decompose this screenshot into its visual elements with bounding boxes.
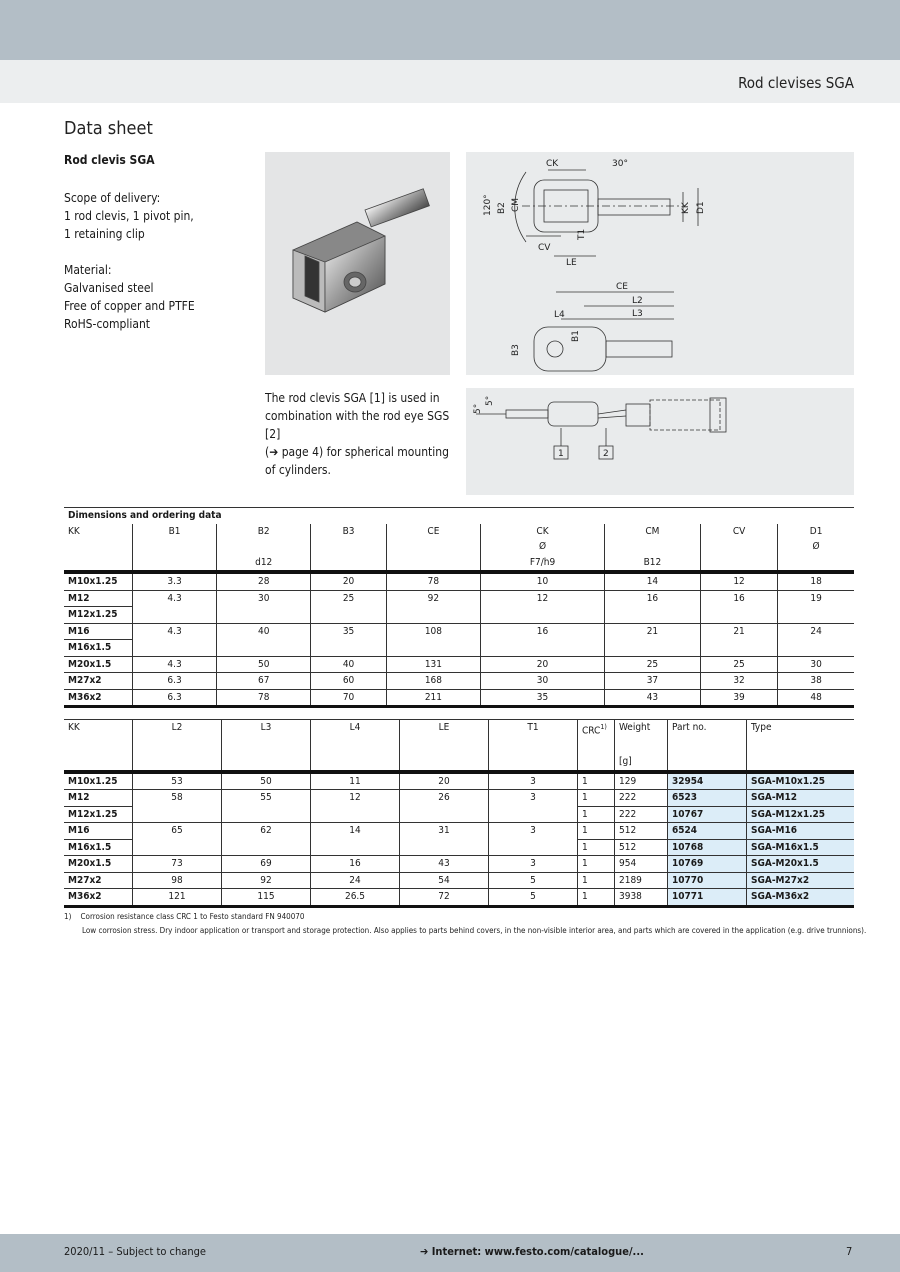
table-cell: 3938 xyxy=(615,889,668,907)
table-cell: 1 xyxy=(578,806,615,823)
table-cell: 4.3 xyxy=(133,623,217,640)
table-cell: 43 xyxy=(400,856,489,873)
product-heading: Rod clevis SGA xyxy=(64,153,155,167)
table-cell: 10767 xyxy=(668,806,747,823)
table-cell xyxy=(489,806,578,823)
dim-label: B1 xyxy=(571,330,581,342)
table-cell: 69 xyxy=(222,856,311,873)
dim-label: B2 xyxy=(497,202,507,214)
col-header: L2 xyxy=(133,720,222,755)
table-cell: M20x1.5 xyxy=(64,656,133,673)
table-cell: SGA-M27x2 xyxy=(747,872,855,889)
table-cell xyxy=(133,839,222,856)
table-cell: M12x1.25 xyxy=(64,806,133,823)
table-cell: 28 xyxy=(217,572,311,590)
dim-label: 120° xyxy=(483,194,493,216)
dim-label: 5° xyxy=(473,403,483,414)
table-cell: 16 xyxy=(700,590,777,607)
table-cell: 35 xyxy=(481,689,605,707)
table-cell: 24 xyxy=(311,872,400,889)
table-cell: 168 xyxy=(386,673,480,690)
table-row xyxy=(64,872,854,889)
product-photo xyxy=(265,152,450,375)
table-cell: 3 xyxy=(489,790,578,807)
col-tolerance: F7/h9 xyxy=(481,555,605,573)
dim-label: L4 xyxy=(554,310,565,320)
table-cell: SGA-M16 xyxy=(747,823,855,840)
col-header: CM xyxy=(604,524,700,540)
table-cell: 26.5 xyxy=(311,889,400,907)
table-cell: 26 xyxy=(400,790,489,807)
section-header xyxy=(0,60,900,103)
page-number: 7 xyxy=(846,1245,853,1258)
table-cell: 24 xyxy=(778,623,854,640)
table-cell xyxy=(386,640,480,657)
table-cell: 38 xyxy=(778,673,854,690)
table-cell xyxy=(481,640,605,657)
col-header: Part no. xyxy=(668,720,747,755)
table-row xyxy=(64,572,854,590)
table-cell: 6.3 xyxy=(133,673,217,690)
table-cell: 65 xyxy=(133,823,222,840)
table-cell: 3.3 xyxy=(133,572,217,590)
footnote-number: 1) xyxy=(64,912,72,921)
table-cell: 50 xyxy=(222,772,311,790)
table-row xyxy=(64,856,854,873)
table-cell: 129 xyxy=(615,772,668,790)
table-cell: 31 xyxy=(400,823,489,840)
table-cell: 512 xyxy=(615,839,668,856)
table-cell: 16 xyxy=(604,590,700,607)
dim-label: D1 xyxy=(696,201,706,214)
table-cell: M10x1.25 xyxy=(64,772,133,790)
dim-label: L2 xyxy=(632,296,643,306)
material-label: Material: xyxy=(64,263,112,277)
col-header: B1 xyxy=(133,524,217,540)
table-cell: 1 xyxy=(578,839,615,856)
dim-label: CV xyxy=(538,243,551,253)
caption-line: (➔ page 4) for spherical mounting xyxy=(265,445,449,459)
table-cell: 32 xyxy=(700,673,777,690)
col-header: CK xyxy=(481,524,605,540)
material-line: Free of copper and PTFE xyxy=(64,299,195,313)
col-header: L4 xyxy=(311,720,400,755)
scope-line: 1 retaining clip xyxy=(64,227,145,241)
table-row xyxy=(64,839,854,856)
table-cell: 25 xyxy=(311,590,386,607)
table-cell xyxy=(133,640,217,657)
table-row xyxy=(64,673,854,690)
table-cell: M20x1.5 xyxy=(64,856,133,873)
table-cell: 20 xyxy=(481,656,605,673)
table-cell: 21 xyxy=(604,623,700,640)
table-cell: M27x2 xyxy=(64,872,133,889)
table-cell: 21 xyxy=(700,623,777,640)
table-cell: SGA-M16x1.5 xyxy=(747,839,855,856)
col-header: B2 xyxy=(217,524,311,540)
table-cell: 4.3 xyxy=(133,656,217,673)
footnote-line xyxy=(64,912,304,921)
col-header: D1 xyxy=(778,524,854,540)
table-cell xyxy=(778,607,854,624)
dim-label: 5° xyxy=(485,395,495,406)
table-cell: 58 xyxy=(133,790,222,807)
table-cell: 1 xyxy=(578,823,615,840)
table-cell xyxy=(481,607,605,624)
table-cell: 37 xyxy=(604,673,700,690)
table-row xyxy=(64,590,854,607)
table-cell: 40 xyxy=(217,623,311,640)
table-row xyxy=(64,806,854,823)
table-cell: 16 xyxy=(311,856,400,873)
table-cell: 6524 xyxy=(668,823,747,840)
table-row xyxy=(64,772,854,790)
dim-label: L3 xyxy=(632,309,643,319)
dim-label: 30° xyxy=(612,159,628,169)
table-cell: 4.3 xyxy=(133,590,217,607)
ref-label: 2 xyxy=(603,449,609,459)
table-cell: 48 xyxy=(778,689,854,707)
table-cell: 60 xyxy=(311,673,386,690)
table-cell: M16 xyxy=(64,623,133,640)
table-cell: 211 xyxy=(386,689,480,707)
table-cell: 25 xyxy=(604,656,700,673)
table-cell: 18 xyxy=(778,572,854,590)
table-cell: 70 xyxy=(311,689,386,707)
table-cell: 16 xyxy=(481,623,605,640)
table-cell: 121 xyxy=(133,889,222,907)
dim-label: LE xyxy=(566,258,577,268)
caption-line: of cylinders. xyxy=(265,463,331,477)
footer-date: 2020/11 – Subject to change xyxy=(64,1245,206,1258)
table-cell: 35 xyxy=(311,623,386,640)
col-header: B3 xyxy=(311,524,386,540)
table-cell: 25 xyxy=(700,656,777,673)
table-cell: 1 xyxy=(578,772,615,790)
table-cell: 12 xyxy=(481,590,605,607)
col-header: KK xyxy=(68,525,80,537)
col-tolerance: d12 xyxy=(217,555,311,573)
table-cell: 92 xyxy=(222,872,311,889)
table-cell xyxy=(133,806,222,823)
table-cell: 1 xyxy=(578,889,615,907)
table-cell: 131 xyxy=(386,656,480,673)
assembly-drawing xyxy=(466,388,854,495)
col-header: CV xyxy=(700,524,777,540)
table-cell: 5 xyxy=(489,872,578,889)
table-cell xyxy=(217,640,311,657)
col-unit: [g] xyxy=(615,754,668,772)
table-cell: SGA-M36x2 xyxy=(747,889,855,907)
table-cell xyxy=(778,640,854,657)
table-row xyxy=(64,790,854,807)
top-banner xyxy=(0,0,900,60)
table-cell xyxy=(400,839,489,856)
table-cell xyxy=(311,607,386,624)
col-header: CE xyxy=(386,524,480,540)
table-cell: SGA-M10x1.25 xyxy=(747,772,855,790)
dimensions-table xyxy=(64,507,854,708)
table-cell: 3 xyxy=(489,823,578,840)
table-cell: 1 xyxy=(578,790,615,807)
col-header: LE xyxy=(400,720,489,755)
table-cell: 5 xyxy=(489,889,578,907)
table-cell xyxy=(222,806,311,823)
table-row xyxy=(64,607,854,624)
page-footer xyxy=(0,1234,900,1272)
table-cell xyxy=(604,607,700,624)
table-cell: 108 xyxy=(386,623,480,640)
col-header: T1 xyxy=(489,720,578,755)
ref-label: 1 xyxy=(558,449,564,459)
table-cell: 6523 xyxy=(668,790,747,807)
table-cell xyxy=(222,839,311,856)
col-header: Type xyxy=(747,720,855,755)
table-cell: 30 xyxy=(778,656,854,673)
table-cell: M16 xyxy=(64,823,133,840)
scope-label: Scope of delivery: xyxy=(64,191,161,205)
table-cell xyxy=(386,607,480,624)
table-cell: 54 xyxy=(400,872,489,889)
table-cell: 10770 xyxy=(668,872,747,889)
table-cell xyxy=(400,806,489,823)
table-title: Dimensions and ordering data xyxy=(68,510,222,521)
table-cell: M16x1.5 xyxy=(64,640,133,657)
table-cell xyxy=(311,839,400,856)
table-cell: M12 xyxy=(64,790,133,807)
table-cell: 2189 xyxy=(615,872,668,889)
table-cell xyxy=(311,640,386,657)
table-cell: 12 xyxy=(311,790,400,807)
caption-line: The rod clevis SGA [1] is used in xyxy=(265,391,440,405)
table-cell xyxy=(489,839,578,856)
dim-label: CE xyxy=(616,282,628,292)
table-cell: M12 xyxy=(64,590,133,607)
table-cell: 39 xyxy=(700,689,777,707)
scope-line: 1 rod clevis, 1 pivot pin, xyxy=(64,209,194,223)
col-header: KK xyxy=(68,722,80,733)
table-cell: SGA-M12 xyxy=(747,790,855,807)
col-symbol: Ø xyxy=(778,539,854,555)
dim-label: T1 xyxy=(577,228,587,240)
dimension-drawing xyxy=(466,152,854,375)
table-cell: M12x1.25 xyxy=(64,607,133,624)
usage-caption xyxy=(265,389,465,479)
table-cell: 115 xyxy=(222,889,311,907)
caption-line: combination with the rod eye SGS [2] xyxy=(265,409,450,441)
dim-label: KK xyxy=(681,202,691,214)
table-cell: 30 xyxy=(481,673,605,690)
table-cell xyxy=(217,607,311,624)
table-cell: 222 xyxy=(615,806,668,823)
page-title: Data sheet xyxy=(64,118,153,139)
material-line: RoHS-compliant xyxy=(64,317,151,331)
table-cell xyxy=(311,806,400,823)
table-cell: SGA-M20x1.5 xyxy=(747,856,855,873)
table-cell: 512 xyxy=(615,823,668,840)
table-cell: 1 xyxy=(578,872,615,889)
table-cell: 98 xyxy=(133,872,222,889)
table-cell: 67 xyxy=(217,673,311,690)
col-symbol: Ø xyxy=(481,539,605,555)
table-cell: 43 xyxy=(604,689,700,707)
col-header: Weight xyxy=(615,720,668,755)
footnote-detail: Low corrosion stress. Dry indoor application or transport and storage protection. Also applies to parts behind covers, in the non-visible interior area, and parts which are covered in the application (e.g. drive trunnions). xyxy=(82,926,867,935)
table-cell: M36x2 xyxy=(64,889,133,907)
table-cell xyxy=(133,607,217,624)
table-cell: M16x1.5 xyxy=(64,839,133,856)
dim-label: B3 xyxy=(511,344,521,356)
table-row xyxy=(64,689,854,707)
table-cell: 78 xyxy=(386,572,480,590)
table-cell: M36x2 xyxy=(64,689,133,707)
table-cell: 14 xyxy=(311,823,400,840)
table-cell: 1 xyxy=(578,856,615,873)
table-cell: 73 xyxy=(133,856,222,873)
table-cell: 3 xyxy=(489,772,578,790)
section-title: Rod clevises SGA xyxy=(738,74,854,92)
table-cell: 10771 xyxy=(668,889,747,907)
table-row xyxy=(64,640,854,657)
table-cell: 10768 xyxy=(668,839,747,856)
table-cell: 53 xyxy=(133,772,222,790)
table-row xyxy=(64,889,854,907)
table-cell: 3 xyxy=(489,856,578,873)
table-cell: 14 xyxy=(604,572,700,590)
table-cell: 40 xyxy=(311,656,386,673)
table-cell xyxy=(604,640,700,657)
table-cell xyxy=(700,640,777,657)
table-cell: M27x2 xyxy=(64,673,133,690)
table-row xyxy=(64,623,854,640)
table-cell: 11 xyxy=(311,772,400,790)
table-cell: 92 xyxy=(386,590,480,607)
table-cell: 62 xyxy=(222,823,311,840)
table-cell: 72 xyxy=(400,889,489,907)
table-cell: 10769 xyxy=(668,856,747,873)
table-cell: 222 xyxy=(615,790,668,807)
table-cell: 10 xyxy=(481,572,605,590)
col-tolerance: B12 xyxy=(604,555,700,573)
table-cell: 20 xyxy=(311,572,386,590)
dim-label: CM xyxy=(511,197,521,212)
table-cell: 55 xyxy=(222,790,311,807)
table-cell: 19 xyxy=(778,590,854,607)
table-cell: 954 xyxy=(615,856,668,873)
table-cell: SGA-M12x1.25 xyxy=(747,806,855,823)
table-row xyxy=(64,656,854,673)
table-cell: M10x1.25 xyxy=(64,572,133,590)
table-cell: 78 xyxy=(217,689,311,707)
table-cell: 6.3 xyxy=(133,689,217,707)
table-cell: 12 xyxy=(700,572,777,590)
footnote-text: Corrosion resistance class CRC 1 to Festo standard FN 940070 xyxy=(80,912,305,921)
table-cell: 50 xyxy=(217,656,311,673)
table-cell: 30 xyxy=(217,590,311,607)
col-header-crc: CRC$^{1)}$ xyxy=(578,720,615,755)
ordering-table xyxy=(64,719,854,908)
col-header: L3 xyxy=(222,720,311,755)
table-cell: 32954 xyxy=(668,772,747,790)
table-cell xyxy=(700,607,777,624)
dim-label: CK xyxy=(546,159,559,169)
footer-link[interactable]: ➔ Internet: www.festo.com/catalogue/... xyxy=(420,1245,644,1258)
table-row xyxy=(64,823,854,840)
material-line: Galvanised steel xyxy=(64,281,154,295)
table-cell: 20 xyxy=(400,772,489,790)
